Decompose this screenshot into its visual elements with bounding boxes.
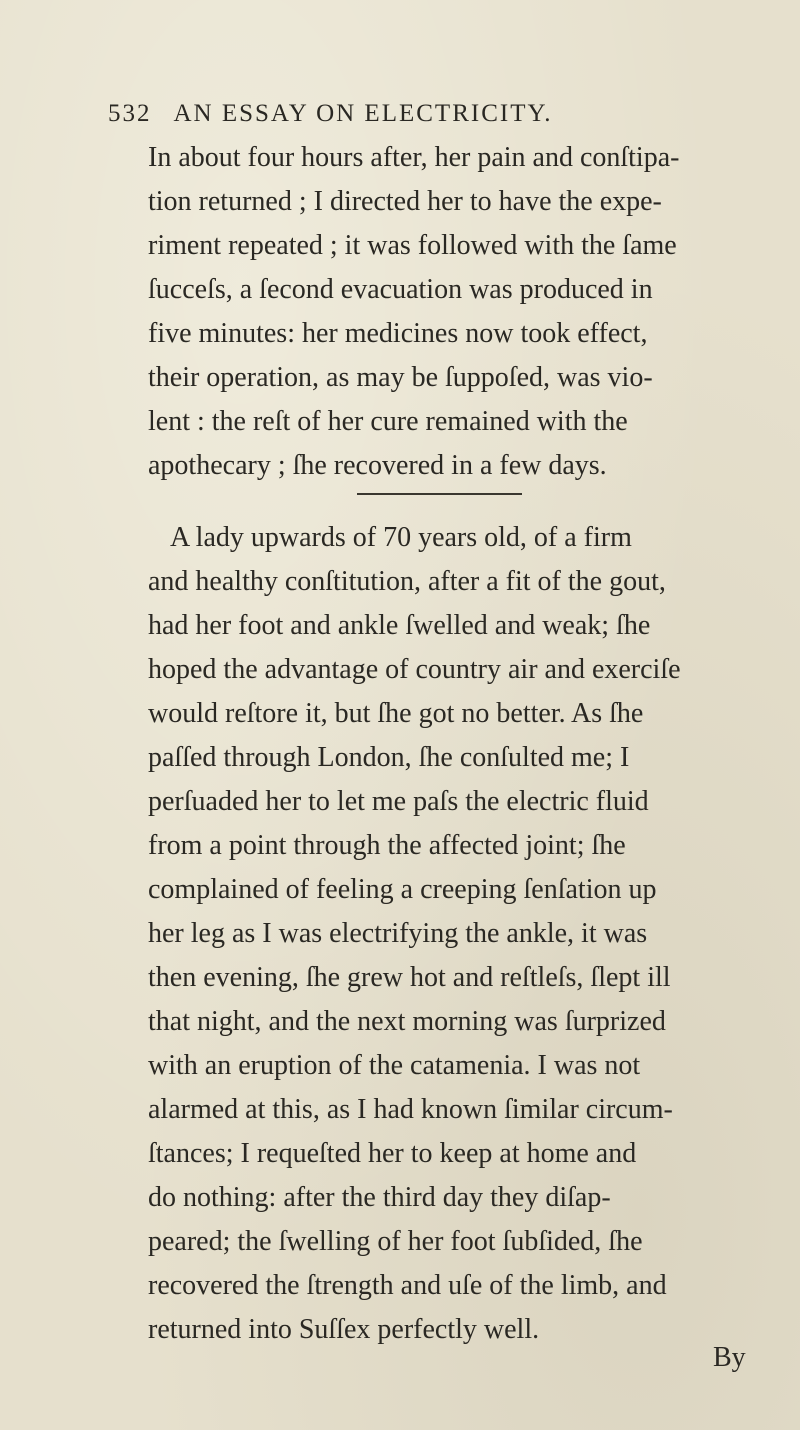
section-divider [357,493,522,495]
text-line: had her foot and ankle ſwelled and weak; ſhe [148,610,651,641]
text-line: alarmed at this, as I had known ſimilar circum- [148,1094,673,1125]
text-line: would reſtore it, but ſhe got no better. As ſhe [148,698,644,729]
text-line: lent : the reſt of her cure remained with the [148,406,628,437]
text-line: paſſed through London, ſhe conſulted me; I [148,742,630,773]
text-line: recovered the ſtrength and uſe of the limb, and [148,1270,667,1301]
page-number: 532 [108,100,152,127]
text-line: that night, and the next morning was ſurprized [148,1006,666,1037]
text-line: ſtances; I requeſted her to keep at home and [148,1138,637,1169]
text-line: and healthy conſtitution, after a fit of the gout, [148,566,666,597]
text-line: perſuaded her to let me paſs the electric fluid [148,786,649,817]
text-line: from a point through the affected joint; ſhe [148,830,626,861]
text-line: with an eruption of the catamenia. I was not [148,1050,641,1081]
text-line: five minutes: her medicines now took effect, [148,318,648,349]
text-line: hoped the advantage of country air and exerciſe [148,654,681,685]
text-line: tion returned ; I directed her to have the expe- [148,186,662,217]
text-line: complained of feeling a creeping ſenſation up [148,874,657,905]
text-line: do nothing: after the third day they diſap- [148,1182,611,1213]
text-line: In about four hours after, her pain and conſtipa- [148,142,680,173]
text-line: returned into Suſſex perfectly well. [148,1314,540,1345]
text-line: her leg as I was electrifying the ankle, it was [148,918,648,949]
text-line: ſucceſs, a ſecond evacuation was produced in [148,274,653,305]
running-title: AN ESSAY ON ELECTRICITY. [173,100,553,127]
text-line: A lady upwards of 70 years old, of a firm [170,522,632,553]
text-line: apothecary ; ſhe recovered in a few days. [148,450,607,481]
text-line: riment repeated ; it was followed with the ſame [148,230,677,261]
running-head [108,100,748,128]
text-line: peared; the ſwelling of her foot ſubſided, ſhe [148,1226,643,1257]
text-line: then evening, ſhe grew hot and reſtleſs, ſlept ill [148,962,671,993]
catchword: By [713,1342,746,1373]
text-line: their operation, as may be ſuppoſed, was vio- [148,362,653,393]
